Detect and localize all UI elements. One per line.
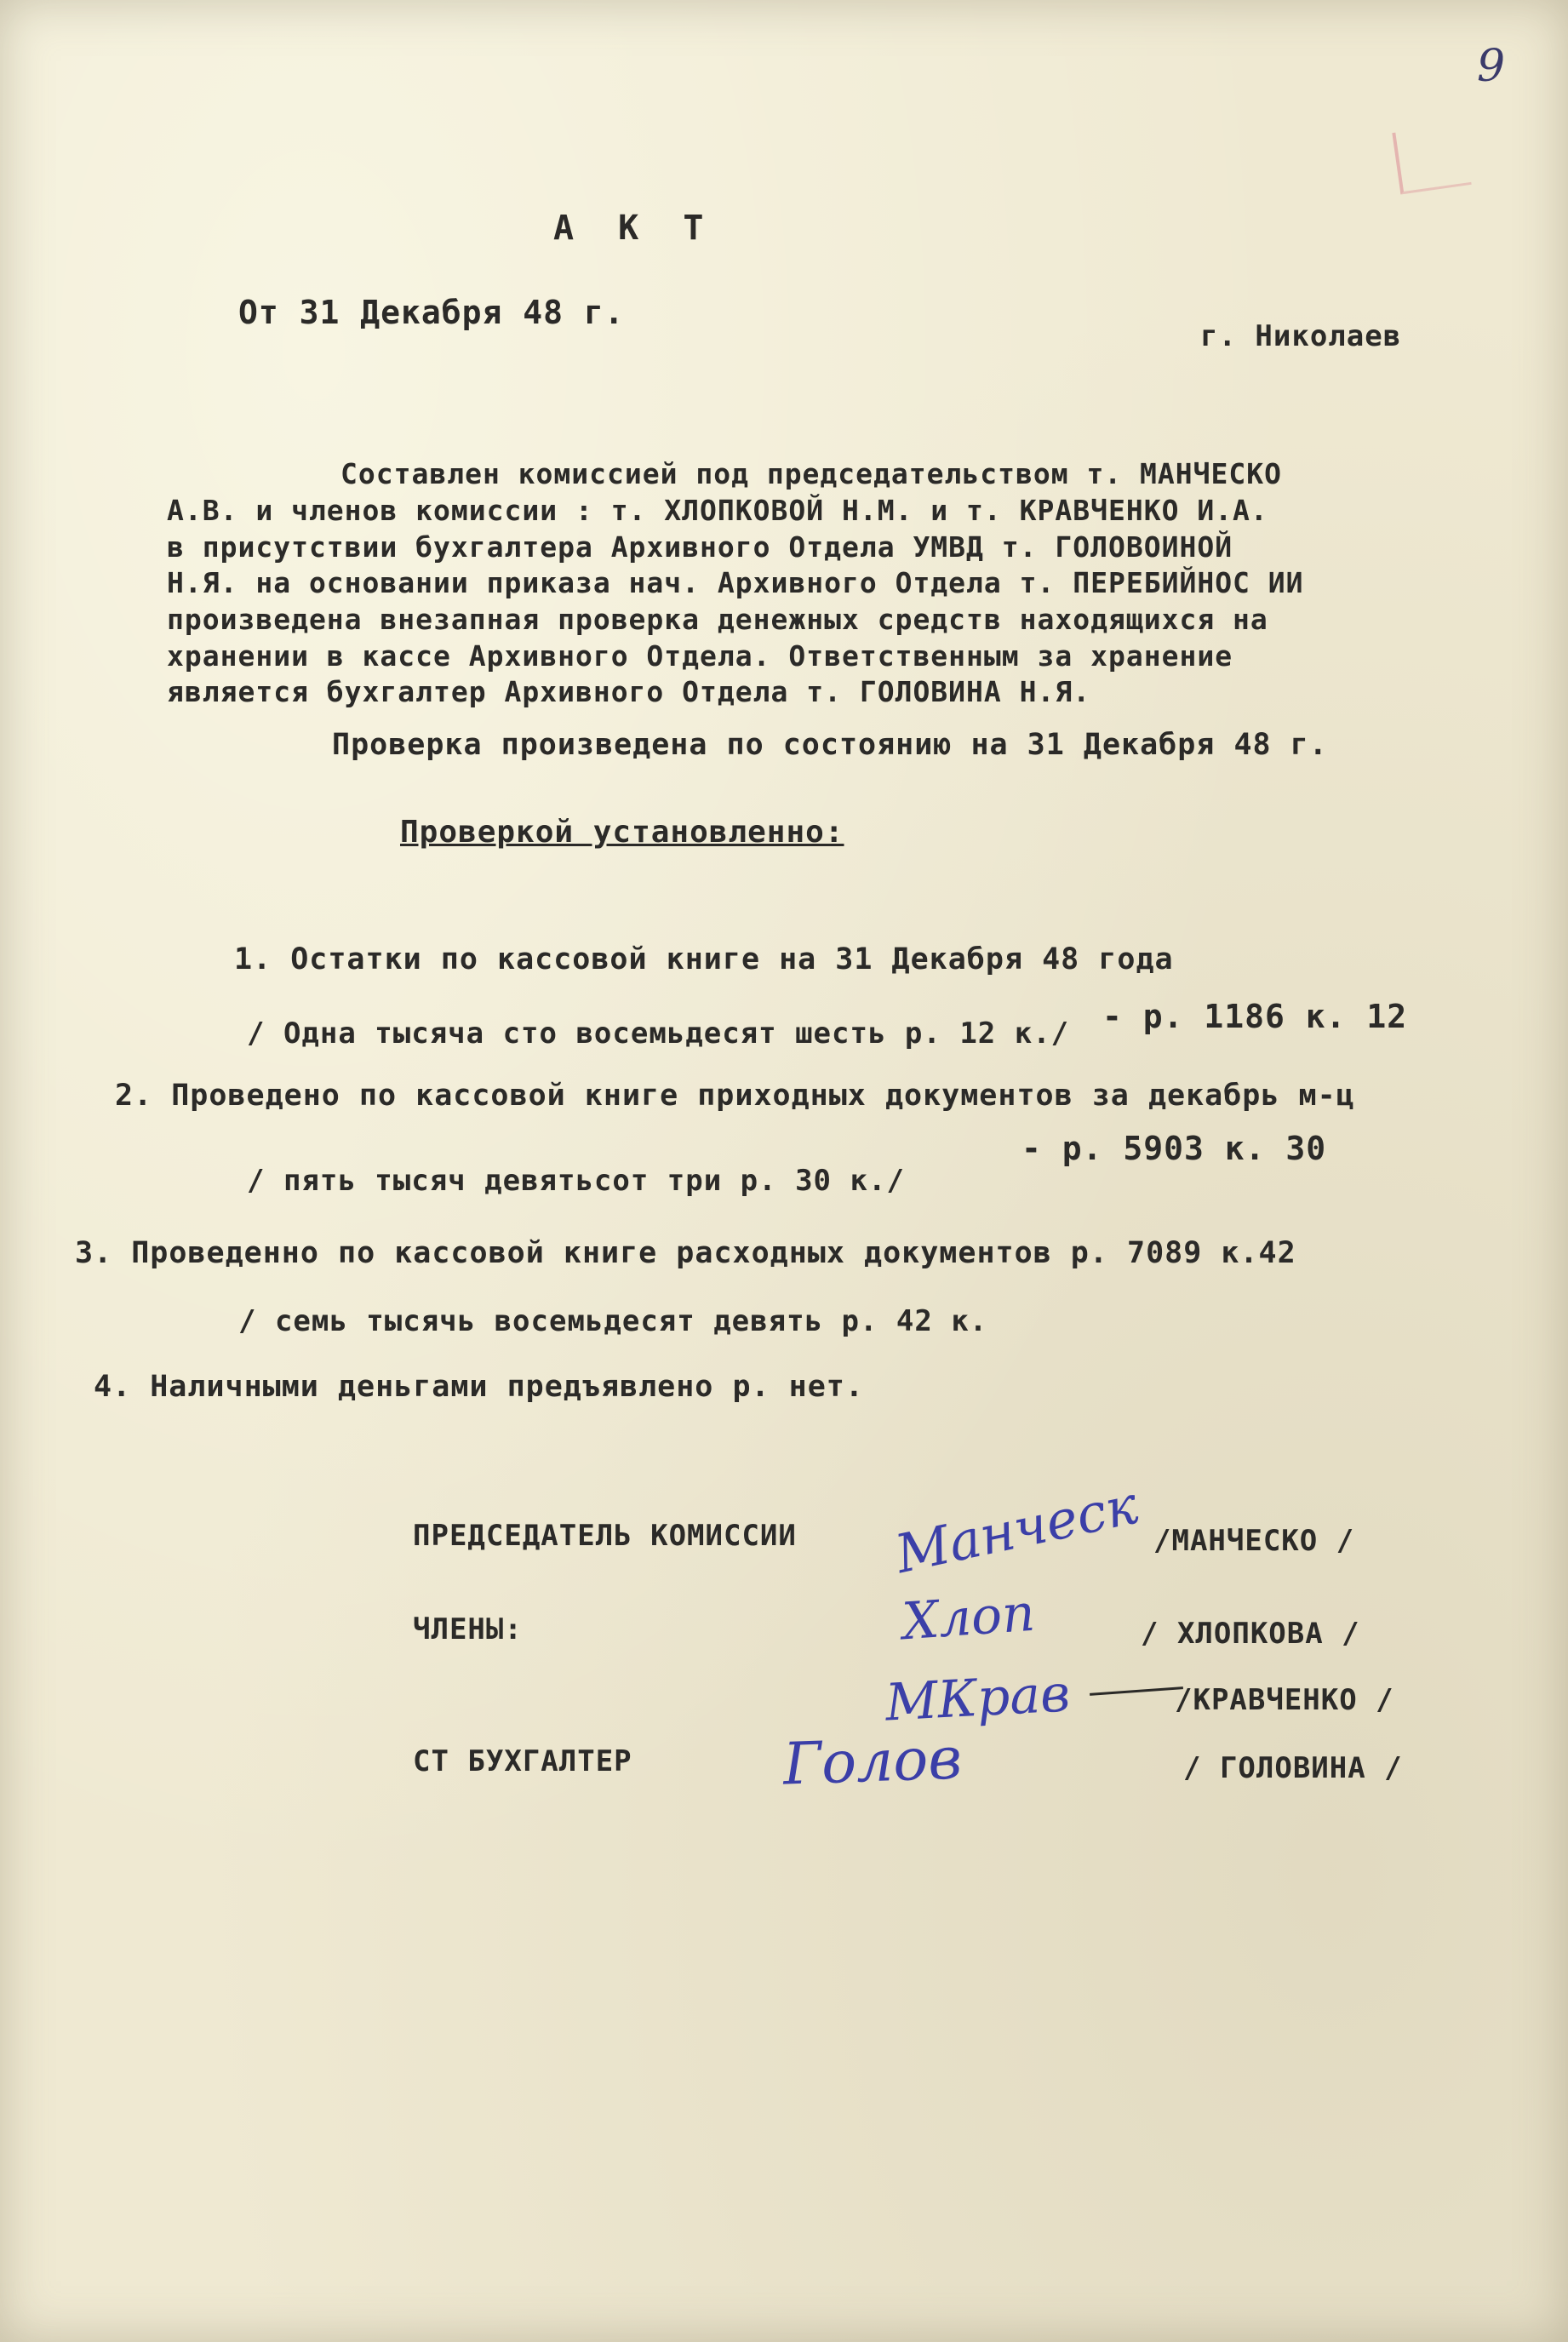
- date-line: От 31 Декабря 48 г.: [238, 294, 625, 331]
- body-line-6: хранении в кассе Архивного Отдела. Ответственным за хранение: [167, 639, 1233, 673]
- accountant-name: / ГОЛОВИНА /: [1183, 1751, 1403, 1785]
- item-2-words: / пять тысяч девятьсот три р. 30 к./: [247, 1164, 905, 1198]
- document-title: А К Т: [553, 209, 716, 248]
- item-2-amount: - р. 5903 к. 30: [1021, 1130, 1327, 1167]
- member2-name: /КРАВЧЕНКО /: [1175, 1683, 1394, 1717]
- item-4-text: 4. Наличными деньгами предъявлено р. нет.: [94, 1370, 864, 1404]
- member1-name: / ХЛОПКОВА /: [1141, 1617, 1360, 1651]
- body-line-4: Н.Я. на основании приказа нач. Архивного Отдела т. ПЕРЕБИЙНОС ИИ: [167, 566, 1304, 599]
- page-number: 9: [1477, 41, 1506, 92]
- member2-signature-dash: [1090, 1686, 1183, 1696]
- accountant-label: СТ БУХГАЛТЕР: [413, 1744, 632, 1778]
- established-heading: Проверкой установленно:: [400, 815, 844, 850]
- body-line-3: в присутствии бухгалтера Архивного Отдела УМВД т. ГОЛОВОИНОЙ: [167, 530, 1233, 564]
- city-line: г. Николаев: [1200, 319, 1402, 353]
- chairman-label: ПРЕДСЕДАТЕЛЬ КОМИССИИ: [413, 1519, 797, 1553]
- body-line-1: Составлен комиссией под председательством т. МАНЧЕСКО: [340, 457, 1282, 490]
- chairman-name: /МАНЧЕСКО /: [1153, 1524, 1355, 1558]
- members-label: ЧЛЕНЫ:: [413, 1612, 523, 1646]
- verification-line: Проверка произведена по состоянию на 31 Декабря 48 г.: [332, 728, 1328, 762]
- item-1-text: 1. Остатки по кассовой книге на 31 Декабря 48 года: [234, 942, 1174, 976]
- member2-signature: МКрав: [884, 1663, 1072, 1733]
- member1-signature: Хлоп: [900, 1583, 1037, 1652]
- item-3-words: / семь тысячь восемьдесят девять р. 42 к.: [238, 1304, 988, 1338]
- item-1-amount: - р. 1186 к. 12: [1102, 998, 1408, 1035]
- body-line-2: А.В. и членов комиссии : т. ХЛОПКОВОЙ Н.М. и т. КРАВЧЕНКО И.А.: [167, 494, 1268, 527]
- body-line-5: произведена внезапная проверка денежных средств находящихся на: [167, 603, 1268, 636]
- faded-stamp-mark: [1392, 123, 1471, 195]
- accountant-signature: Голов: [781, 1725, 964, 1799]
- chairman-signature: Манческ: [890, 1473, 1143, 1586]
- item-3-text: 3. Проведенно по кассовой книге расходных документов р. 7089 к.42: [75, 1236, 1296, 1270]
- item-1-words: / Одна тысяча сто восемьдесят шесть р. 12 к./: [247, 1016, 1070, 1051]
- body-line-7: является бухгалтер Архивного Отдела т. ГОЛОВИНА Н.Я.: [167, 675, 1091, 708]
- item-2-text: 2. Проведено по кассовой книге приходных документов за декабрь м-ц: [115, 1079, 1355, 1113]
